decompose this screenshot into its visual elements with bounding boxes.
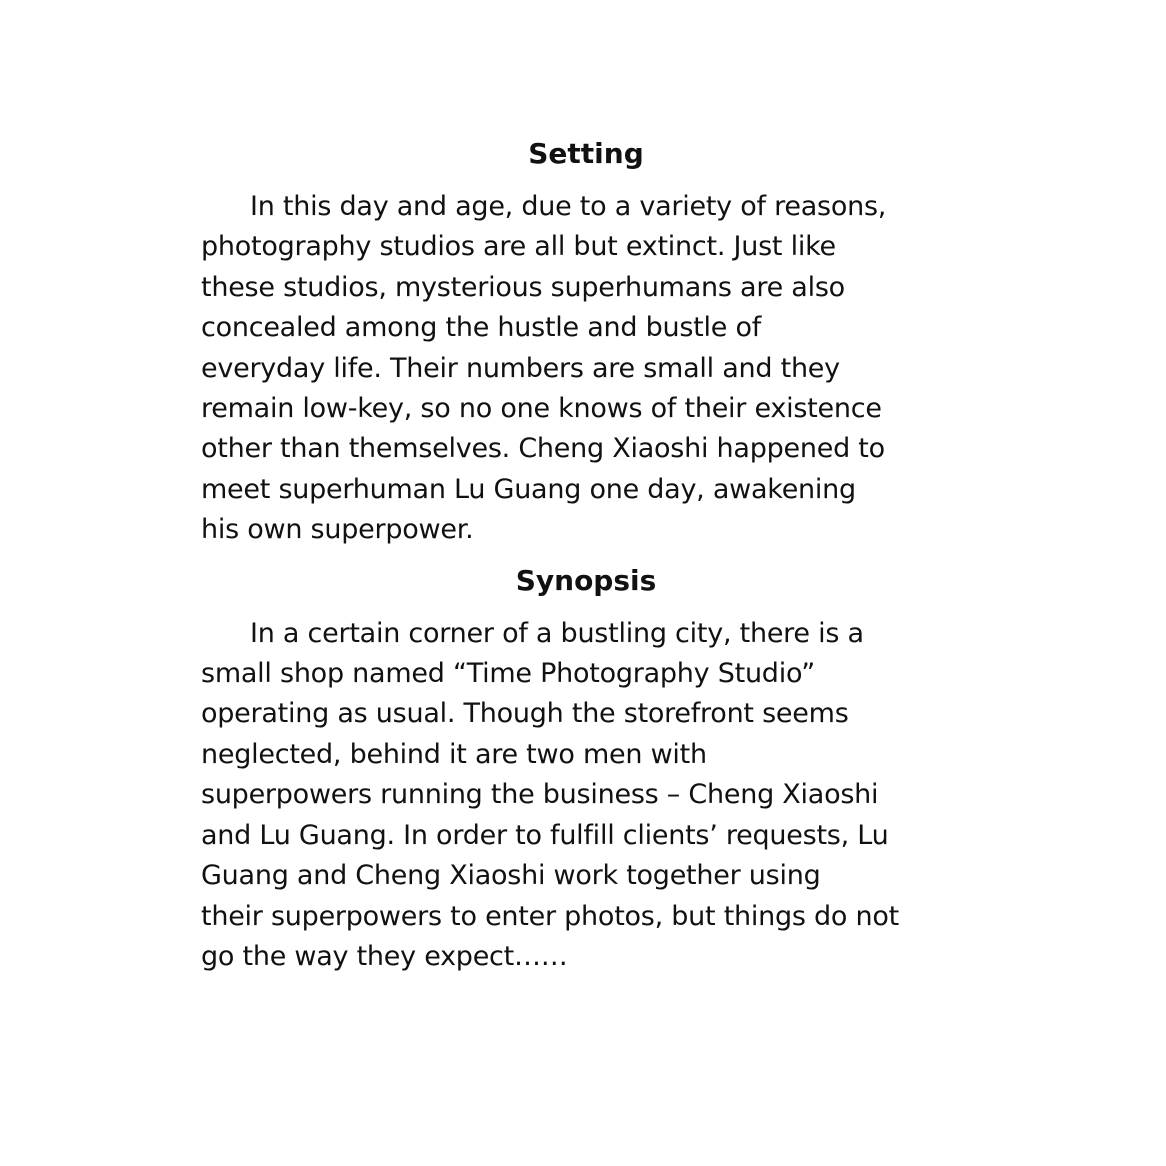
setting-line: In this day and age, due to a variety of reasons, — [250, 191, 887, 222]
synopsis-line: and Lu Guang. In order to fulfill clients’ requests, Lu — [201, 819, 889, 851]
section-divider-space — [201, 551, 971, 561]
synopsis-line: go the way they expect…… — [201, 940, 568, 972]
synopsis-line: neglected, behind it are two men with — [201, 738, 707, 770]
setting-line: concealed among the hustle and bustle of — [201, 312, 761, 344]
setting-line: photography studios are all but extinct. Just like — [201, 231, 836, 263]
setting-line: meet superhuman Lu Guang one day, awakening — [201, 473, 856, 505]
setting-heading: Setting — [528, 137, 644, 170]
setting-line: these studios, mysterious superhumans are also — [201, 271, 845, 303]
synopsis-line: their superpowers to enter photos, but things do not — [201, 900, 900, 932]
setting-line: remain low-key, so no one knows of their existence — [201, 393, 882, 425]
setting-line: his own superpower. — [201, 514, 474, 546]
setting-line: other than themselves. Cheng Xiaoshi happened to — [201, 433, 885, 465]
synopsis-line: operating as usual. Though the storefront seems — [201, 698, 849, 730]
synopsis-line: small shop named “Time Photography Studio” — [201, 658, 815, 690]
setting-line: everyday life. Their numbers are small and they — [201, 352, 840, 384]
setting-paragraph — [201, 187, 971, 551]
synopsis-line: In a certain corner of a bustling city, there is a — [250, 617, 864, 649]
synopsis-line: superpowers running the business – Cheng Xiaoshi — [201, 779, 879, 811]
document-page — [201, 134, 971, 977]
synopsis-paragraph — [201, 614, 971, 978]
synopsis-heading: Synopsis — [515, 563, 657, 597]
synopsis-line: Guang and Cheng Xiaoshi work together using — [201, 860, 821, 892]
